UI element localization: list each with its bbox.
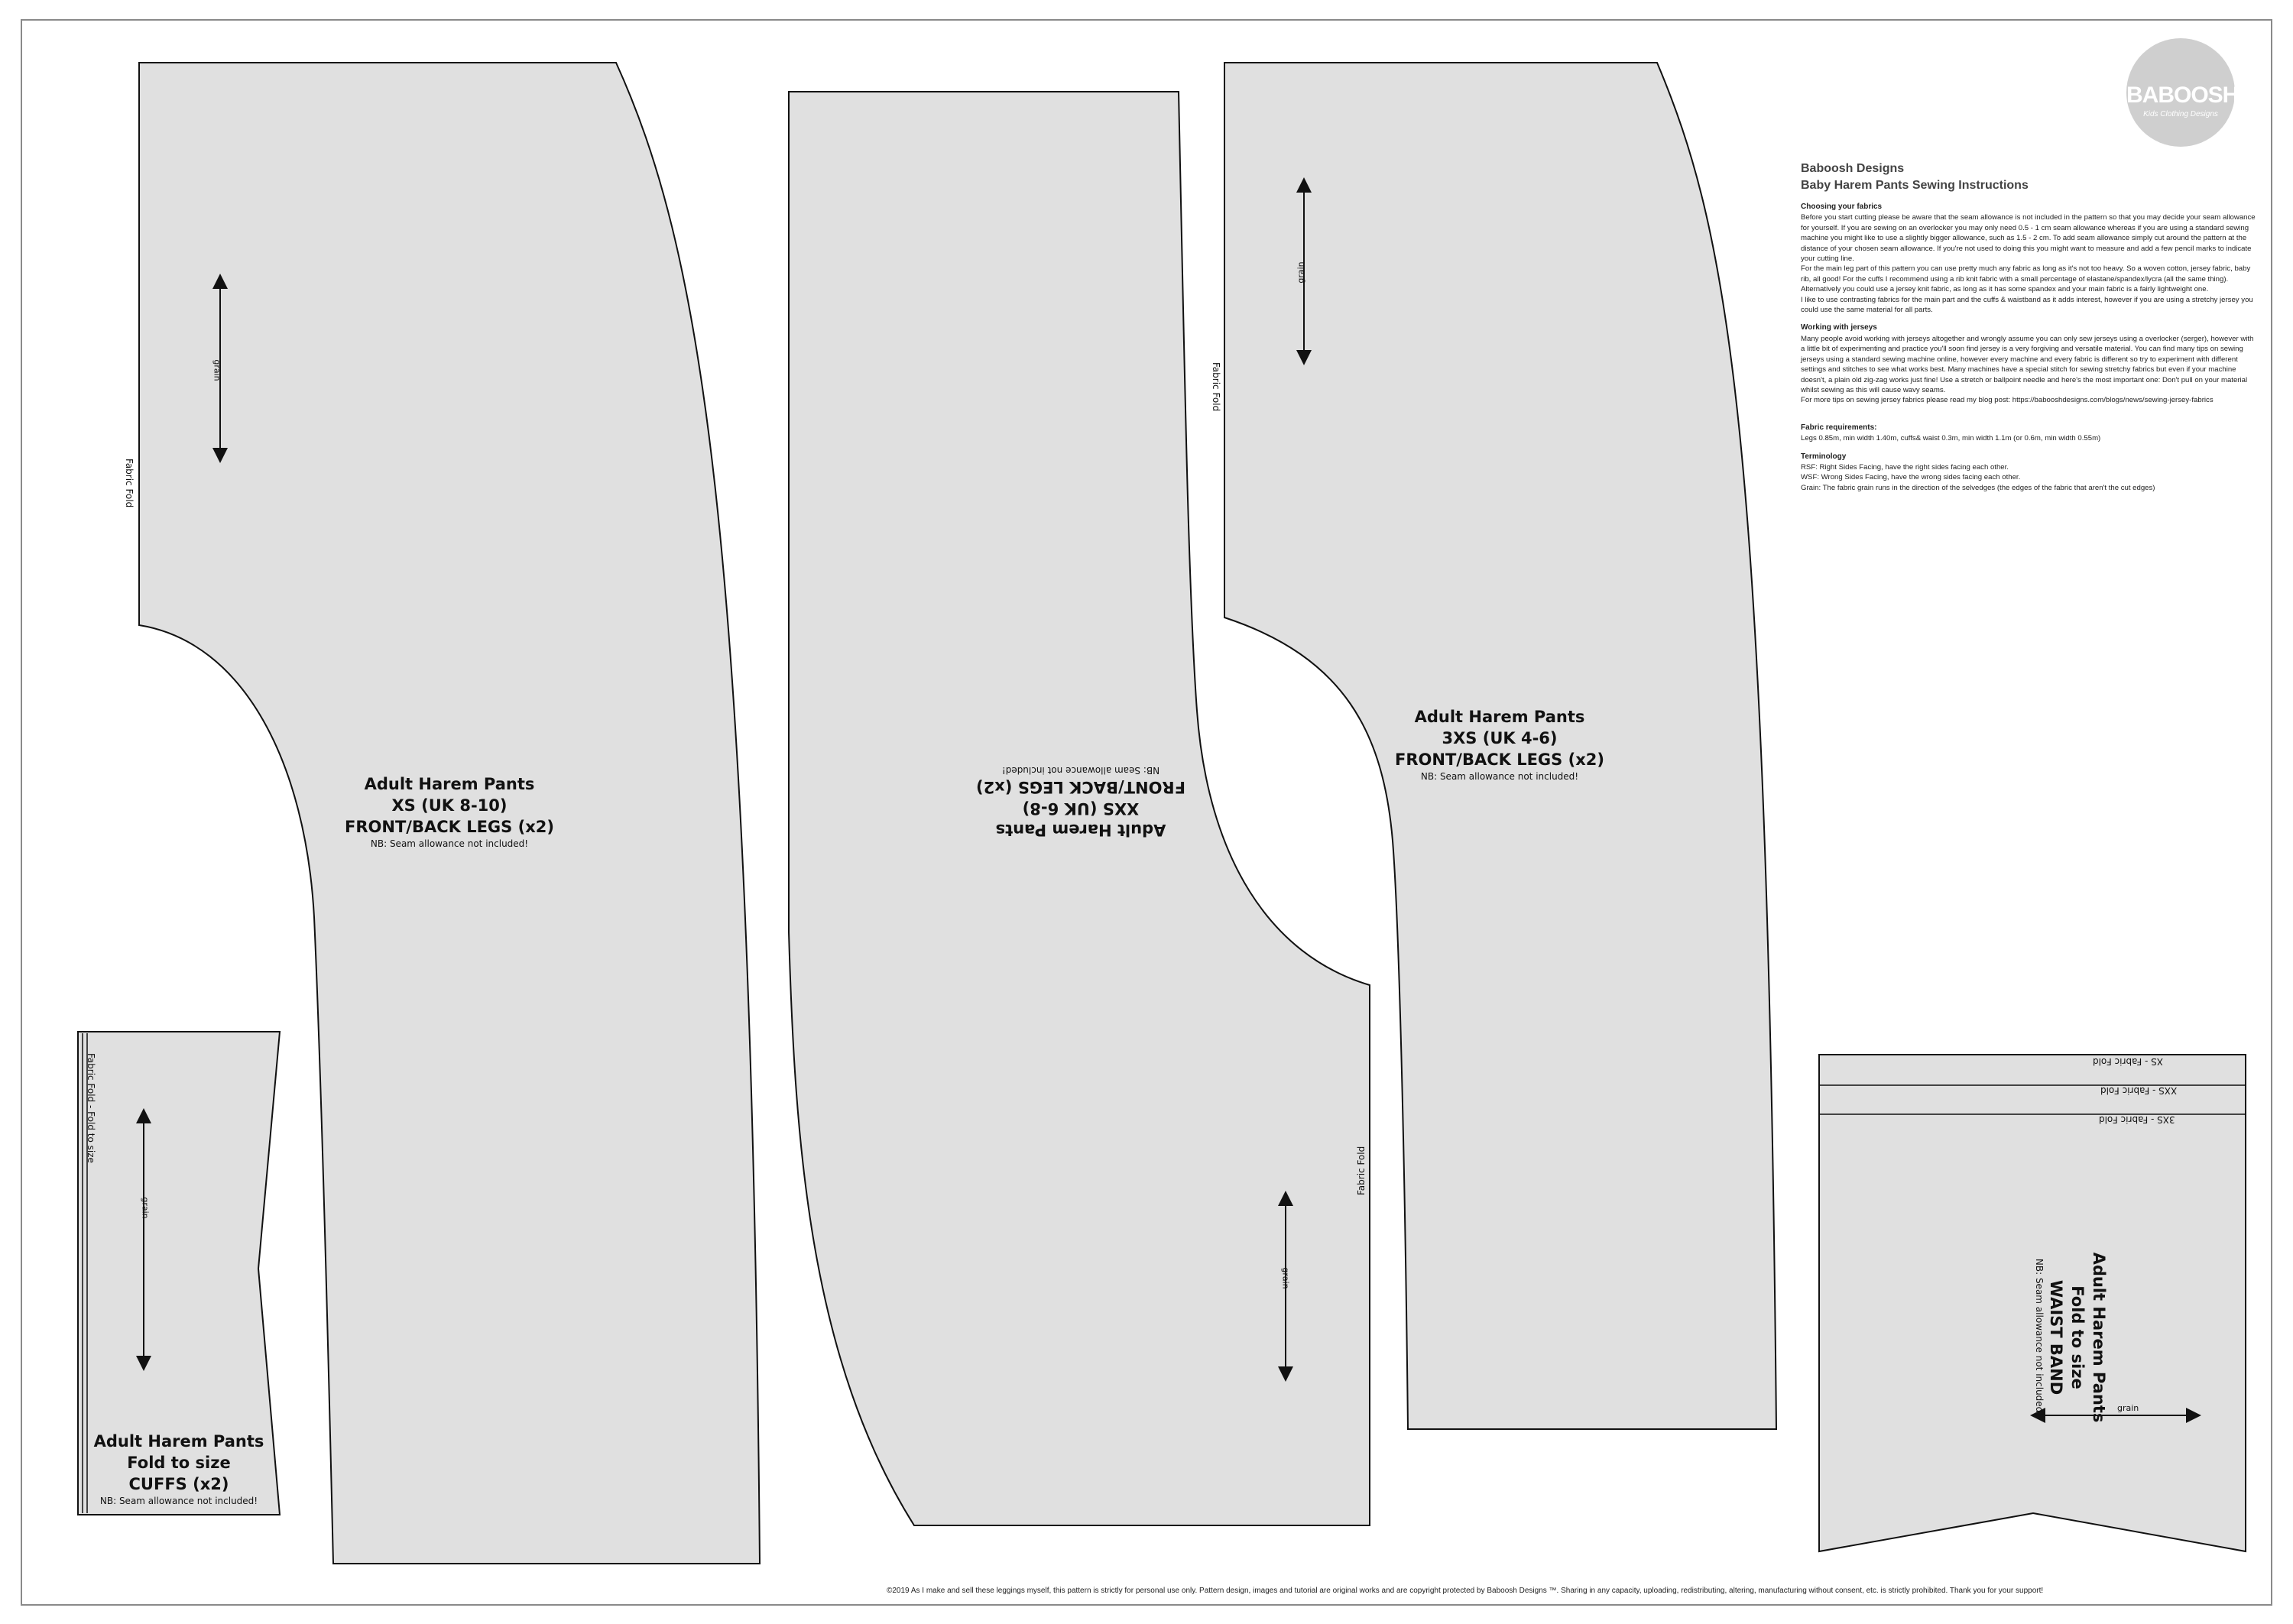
label-xxs-note: NB: Seam allowance not included!	[1001, 765, 1160, 776]
label-waistband-note: NB: Seam allowance not included!	[2034, 1258, 2045, 1417]
instructions-title: Baby Harem Pants Sewing Instructions	[1801, 179, 2029, 192]
section-paragraph: Legs 0.85m, min width 1.40m, cuffs& waist 0.3m, min width 1.1m (or 0.6m, min width 0.55m)	[1801, 434, 2101, 443]
label-cuffs-line1: Adult Harem Pants	[93, 1432, 264, 1451]
label-3xs-line3: FRONT/BACK LEGS (x2)	[1395, 750, 1604, 769]
section-paragraph: RSF: Right Sides Facing, have the right sides facing each other.	[1801, 462, 2009, 472]
label-xs-line2: XS (UK 8-10)	[391, 796, 508, 815]
waistband-fold-xs: XS - Fabric Fold	[2093, 1056, 2164, 1067]
label-xxs-legs	[966, 764, 1195, 841]
waistband-fold-3xs: 3XS - Fabric Fold	[2099, 1114, 2175, 1125]
logo-name: BABOOSH	[2126, 83, 2239, 108]
label-waistband	[2033, 1223, 2110, 1452]
label-cuffs	[79, 1431, 278, 1507]
fabric-fold-label-3xs: Fabric Fold	[1211, 362, 1221, 412]
label-xxs-line3: FRONT/BACK LEGS (x2)	[976, 778, 1185, 796]
piece-waistband	[1819, 1055, 2246, 1551]
label-xxs-line2: XXS (UK 6-8)	[1022, 799, 1140, 818]
sewing-instructions	[1801, 160, 2259, 493]
label-3xs-line1: Adult Harem Pants	[1414, 708, 1585, 726]
grain-label-cuffs: grain	[140, 1197, 151, 1219]
fabric-fold-label-xxs: Fabric Fold	[1356, 1146, 1367, 1195]
label-3xs-legs	[1385, 706, 1614, 783]
section-heading-requirements: Fabric requirements:	[1801, 423, 1877, 432]
grain-label-xxs: grain	[1280, 1267, 1291, 1289]
logo-tagline: Kids Clothing Designs	[2143, 110, 2218, 118]
instructions-brand: Baboosh Designs	[1801, 162, 1905, 175]
label-xs-legs	[327, 773, 572, 850]
grain-label-3xs: grain	[1296, 261, 1306, 284]
label-cuffs-line3: CUFFS (x2)	[128, 1475, 229, 1493]
section-heading-jerseys: Working with jerseys	[1801, 323, 1877, 332]
section-heading-terminology: Terminology	[1801, 452, 1847, 461]
label-xs-line3: FRONT/BACK LEGS (x2)	[345, 818, 554, 836]
waistband-fold-xxs: XXS - Fabric Fold	[2100, 1085, 2178, 1096]
label-3xs-note: NB: Seam allowance not included!	[1420, 771, 1579, 782]
copyright-notice: ©2019 As I make and sell these leggings myself, this pattern is strictly for personal use only. Pattern design, images and tutorial are original works and are copyright protected by Baboosh Designs ™. Sharing in any capacity, uploading, redistributing, altering, manufacturing without consent, etc. is strictly prohibited. Thank you for your support!	[887, 1587, 2044, 1595]
section-paragraph: WSF: Wrong Sides Facing, have the wrong sides facing each other.	[1801, 473, 2021, 482]
label-waistband-line1: Adult Harem Pants	[2090, 1252, 2108, 1423]
label-xs-line1: Adult Harem Pants	[364, 775, 535, 793]
section-paragraph: I like to use contrasting fabrics for the main part and the cuffs & waistband as it adds interest, however if you are using a stretchy jersey you could use the same material for all parts.	[1801, 295, 2253, 315]
label-waistband-line3: WAIST BAND	[2047, 1279, 2065, 1395]
section-paragraph: Before you start cutting please be aware that the seam allowance is not included in the pattern so that you may decide your seam allowance for yourself. If you are sewing on an overlocker you may only need 0.5 - 1 cm seam allowance whereas if you are using a standard sewing machine you might like to use a slightly bigger allowance, such as 1.5 - 2 cm. To add seam allowance simply cut around the pattern at the distance of your chosen seam allowance. If you're not used to doing this you might want to measure and add a few pencil marks to indicate your cutting line.	[1801, 213, 2256, 264]
baboosh-logo	[2126, 38, 2239, 147]
section-paragraph: For more tips on sewing jersey fabrics please read my blog post: https://babooshdesigns.com/blogs/news/sewing-jersey-fabrics	[1801, 396, 2214, 405]
grain-label-waistband: grain	[2117, 1403, 2139, 1413]
label-cuffs-note: NB: Seam allowance not included!	[99, 1496, 258, 1506]
label-cuffs-line2: Fold to size	[127, 1454, 231, 1472]
section-paragraph: Grain: The fabric grain runs in the direction of the selvedges (the edges of the fabric that aren't the cut edges)	[1801, 483, 2155, 492]
fabric-fold-label-cuffs: Fabric Fold - Fold to size	[86, 1053, 96, 1163]
section-paragraph: Many people avoid working with jerseys altogether and wrongly assume you can only sew jerseys using a overlocker (serger), however with a little bit of experimenting and practice you'll soon find jersey is a very forgiving and versatile material. You can find many tips on sewing jerseys using a standard sewing machine online, however every machine and every fabric is different so try to experiment with different settings and stitches to see what works best. Many machines have a special stitch for sewing stretchy fabrics but even if your machine doesn't, a plain old zig-zag works just fine! Use a stretch or ballpoint needle and here's the most important one: Don't pull on your material whilst sewing as this will cause wavy seams.	[1801, 334, 2254, 394]
grain-label-xs: grain	[212, 359, 222, 381]
label-xxs-line1: Adult Harem Pants	[995, 821, 1166, 839]
label-waistband-line2: Fold to size	[2068, 1285, 2087, 1389]
label-3xs-line2: 3XS (UK 4-6)	[1442, 729, 1558, 747]
label-xs-note: NB: Seam allowance not included!	[370, 838, 529, 849]
section-paragraph: For the main leg part of this pattern you can use pretty much any fabric as long as it's not too heavy. So a woven cotton, jersey fabric, baby rib, all good! For the cuffs I recommend using a rib knit fabric with a small percentage of elastane/spandex/lycra (all the same thing). Alternatively you could use a jersey knit fabric, as long as it has some spandex and your main fabric is a fairly lightweight one.	[1801, 264, 2251, 294]
section-heading-fabrics: Choosing your fabrics	[1801, 203, 1883, 211]
fabric-fold-label-xs: Fabric Fold	[124, 459, 135, 508]
